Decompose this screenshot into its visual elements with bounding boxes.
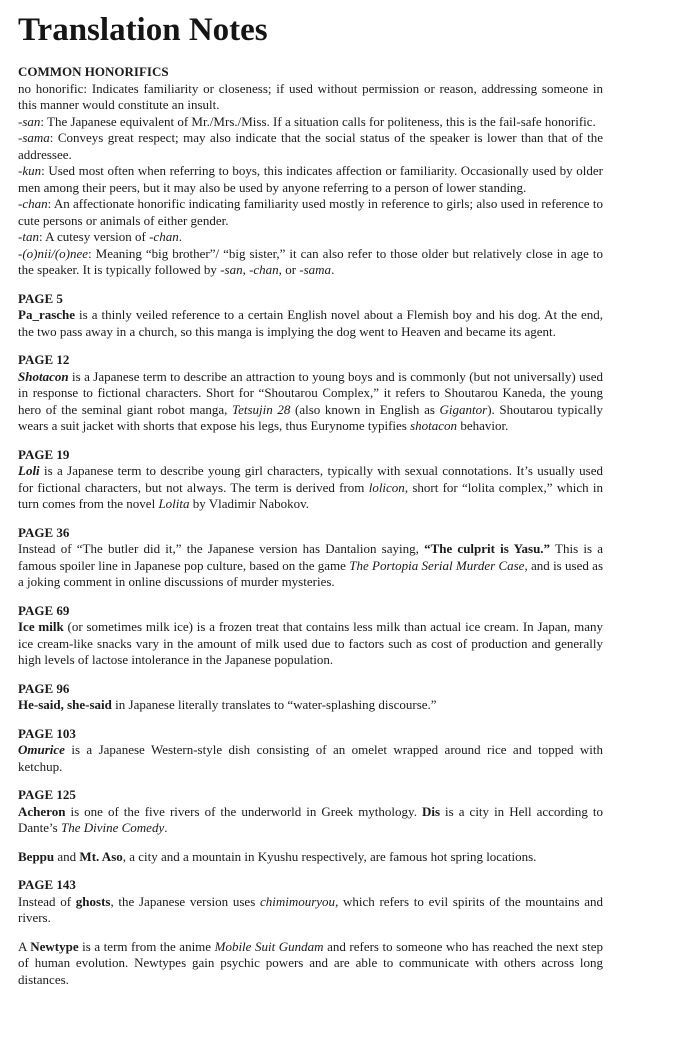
text-run: Ice milk [18, 619, 64, 634]
note-paragraph [18, 307, 603, 340]
text-run: behavior. [457, 418, 509, 433]
text-run: Acheron [18, 803, 66, 819]
page-title: Translation Notes [18, 12, 268, 48]
text-run: Pa_rasche [18, 307, 76, 322]
note-paragraph [18, 114, 603, 131]
text-run: is a thinly veiled reference to a certain English novel about a Flemish boy and his dog. At the end, the two pass away in a church, so this manga is implying the dog went to Heaven and became its agent. [18, 307, 603, 339]
section-heading: PAGE 69 [18, 602, 70, 618]
text-run: Mt. Aso [79, 848, 123, 864]
note-paragraph [18, 541, 603, 591]
section-heading: PAGE 143 [18, 877, 76, 892]
section-heading: PAGE 36 [18, 524, 70, 540]
text-run: : An affectionate honorific indicating familiarity used mostly in reference to girls; also used in reference to cute persons or animals of either gender. [18, 196, 603, 228]
note-section [18, 352, 603, 435]
text-run: Loli [18, 463, 40, 478]
text-run: , and is used as a joking comment in online discussions of murder mysteries. [18, 557, 603, 589]
text-run: and refers to someone who has reached the next step of human evolution. Newtypes gain psychic powers and are able to communicate with others across long distances. [18, 938, 603, 987]
text-run: Tetsujin 28 [232, 401, 291, 417]
text-run: Shotacon [18, 368, 69, 384]
text-run: -chan [149, 229, 179, 244]
note-section [18, 447, 603, 513]
text-run: -kun [18, 163, 42, 178]
section-heading: PAGE 96 [18, 680, 70, 696]
text-run: . [331, 262, 335, 277]
note-paragraph [18, 246, 603, 279]
text-run: , which refers to evil spirits of the mountains and rivers. [18, 893, 603, 925]
text-run: : The Japanese equivalent of Mr./Mrs./Miss. If a situation calls for politeness, this is the fail-safe honorific. [40, 113, 596, 129]
text-run: or [281, 262, 300, 277]
text-run: (or sometimes milk ice) is a frozen treat that contains less milk than actual ice cream. In Japan, many ice cream-like snacks vary in the amount of milk used due to factors such as cost of production and generally high levels of lactose intolerance in the Japanese population. [18, 619, 603, 667]
section-heading: PAGE 19 [18, 446, 70, 462]
note-section [18, 291, 603, 341]
text-run: This is a famous spoiler line in Japanese pop culture, based on the game [18, 541, 603, 573]
text-run: , the Japanese version uses [110, 893, 260, 909]
text-run: Beppu [18, 848, 55, 864]
section-heading: PAGE 103 [18, 725, 76, 741]
note-paragraph [18, 369, 603, 435]
note-paragraph [18, 130, 603, 163]
text-run: shotacon [410, 418, 458, 433]
text-run: in Japanese literally translates to “water-splashing discourse.” [111, 697, 437, 712]
text-run: ). Shoutarou typically wears a suit jacket with shorts that expose his legs, thus Eurynome typifies [18, 401, 603, 433]
text-run: The Portopia Serial Murder Case [349, 557, 525, 573]
text-run: -chan [18, 196, 48, 211]
text-run: (also known in English as [290, 401, 440, 417]
text-run: ghosts [75, 893, 111, 909]
text-run: is a term from the anime [78, 938, 215, 954]
text-run: Dis [421, 803, 441, 819]
text-run: Newtype [30, 938, 79, 954]
text-run: Lolita [158, 496, 190, 511]
note-paragraph [18, 742, 603, 775]
note-section [18, 681, 603, 714]
text-run: is a city in Hell according to Dante’s [18, 803, 603, 835]
note-paragraph [18, 697, 603, 714]
text-run: -san, -chan, [220, 262, 282, 277]
note-paragraph [18, 163, 603, 196]
text-run: lolicon [368, 479, 405, 495]
text-run: . [164, 820, 168, 835]
text-run: . [178, 229, 182, 244]
section-heading: PAGE 5 [18, 290, 63, 306]
text-run: Instead of [18, 893, 76, 909]
text-run: The Divine Comedy [60, 820, 165, 835]
text-run: is a Japanese term to describe an attraction to young boys and is commonly (but not universally) used in response to fictional characters. Short for “Shoutarou Complex,” it refers to Shoutarou Kaneda, the young hero of the seminal giant robot manga, [18, 368, 603, 417]
sections-container [18, 64, 603, 988]
text-run: is a Japanese Western-style dish consisting of an omelet wrapped around rice and topped with ketchup. [18, 742, 603, 774]
note-section [18, 726, 603, 776]
text-run: : Meaning “big brother”/ “big sister,” it can also refer to those older but relatively close in age to the speaker. It is typically followed by [18, 245, 603, 277]
section-heading: PAGE 12 [18, 352, 70, 367]
text-run: “The culprit is Yasu.” [424, 541, 551, 556]
note-paragraph [18, 196, 603, 229]
note-section [18, 787, 603, 865]
text-run: -tan [18, 229, 39, 244]
text-run: is one of the five rivers of the underworld in Greek mythology. [65, 803, 422, 819]
note-paragraph [18, 804, 603, 837]
text-run: Instead of “The butler did it,” the Japanese version has Dantalion saying, [18, 541, 425, 556]
text-run: , short for “lolita complex,” which in turn comes from the novel [18, 479, 604, 511]
note-section [18, 603, 603, 669]
note-section [18, 64, 603, 279]
note-section [18, 525, 603, 591]
note-paragraph [18, 81, 603, 114]
text-run: -sama [18, 130, 50, 145]
text-run: and [54, 848, 80, 864]
text-run: is a Japanese term to describe young girl characters, typically with sexual connotations. It’s usually used for fictional characters, but not always. The term is derived from [18, 463, 603, 495]
text-run: no honorific: Indicates familiarity or closeness; if used without permission or reason, addressing someone in this manner would constitute an insult. [18, 80, 603, 112]
text-run: : Used most often when referring to boys, this indicates affection or familiarity. Occasionally used by older men among their peers, but it may also be used by anyone referring to a person of lower standing. [18, 163, 603, 195]
note-paragraph [18, 849, 603, 866]
text-run: -sama [299, 262, 332, 277]
text-run: He-said, she-said [18, 697, 112, 712]
note-paragraph [18, 619, 603, 669]
text-run: Mobile Suit Gundam [214, 938, 324, 954]
text-run: : Conveys great respect; may also indicate that the social status of the speaker is lower than that of the addressee. [18, 130, 603, 162]
section-heading: COMMON HONORIFICS [18, 64, 169, 79]
text-run: -san [18, 113, 41, 129]
text-run: by Vladimir Nabokov. [189, 496, 310, 511]
text-run: Gigantor [439, 401, 488, 417]
text-run: , a city and a mountain in Kyushu respectively, are famous hot spring locations. [122, 848, 537, 864]
text-run: chimimouryou [259, 893, 336, 909]
note-paragraph [18, 463, 603, 513]
note-paragraph [18, 894, 603, 927]
note-section [18, 877, 603, 988]
note-paragraph [18, 229, 603, 246]
text-run: -(o)nii/(o)nee [18, 245, 89, 261]
text-run: A [18, 938, 31, 954]
text-run: : A cutesy version of [38, 229, 150, 244]
text-run: Omurice [18, 742, 65, 757]
note-paragraph [18, 939, 603, 989]
section-heading: PAGE 125 [18, 787, 76, 802]
